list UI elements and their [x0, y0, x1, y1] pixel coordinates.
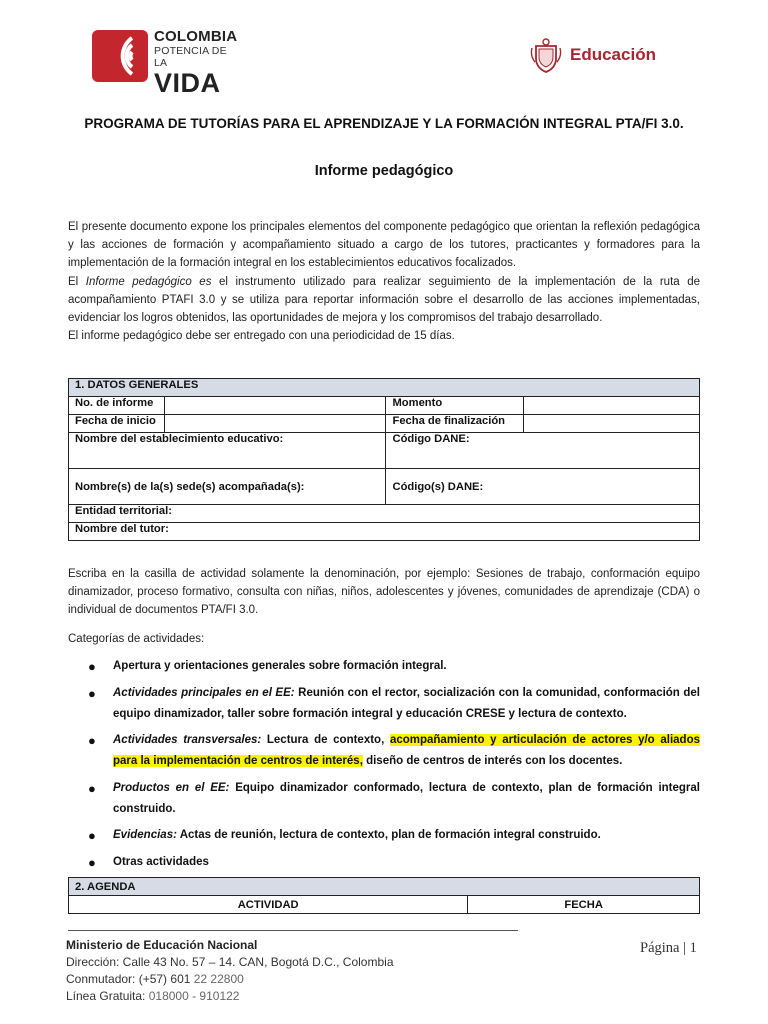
colombia-logo-icon [92, 30, 148, 82]
colombia-potencia-logo [92, 28, 242, 98]
fecha-inicio-field[interactable] [164, 415, 386, 433]
datos-generales-table [68, 378, 700, 541]
bullet-icon: ● [88, 828, 96, 843]
category-item [68, 683, 700, 725]
document-subtitle: Informe pedagógico [314, 163, 454, 179]
category-4-text: Equipo dinamizador conformado, lectura de contexto, plan de formación integral construido. [113, 781, 700, 815]
footer-free-value: 018000 - 910122 [145, 989, 240, 1003]
bullet-icon: ● [88, 780, 96, 796]
agenda-col-fecha: FECHA [468, 896, 700, 914]
nombre-tutor-field[interactable]: Nombre del tutor: [69, 523, 700, 541]
footer-free-line [66, 988, 394, 1005]
fecha-inicio-label: Fecha de inicio [69, 415, 165, 433]
codigo-dane-field[interactable]: Código DANE: [386, 433, 700, 469]
momento-label: Momento [386, 397, 524, 415]
category-item [68, 852, 700, 873]
category-3-label: Actividades transversales: [113, 734, 262, 746]
footer-phone-prefix: (+57) 601 [135, 972, 194, 986]
category-item [68, 730, 700, 772]
entidad-territorial-field[interactable]: Entidad territorial: [69, 505, 700, 523]
intro-paragraph-1: El presente documento expone los principales elementos del componente pedagógico que orientan la reflexión pedagógica y las acciones de formación y acompañamiento situado a cargo de los tutores, practicantes y formadores para la implementación de la formación integral en los establecimientos educativos focalizados. [68, 221, 700, 270]
intro-p2-text: el instrumento utilizado para realizar seguimiento de la implementación de la ruta de acompañamiento PTAFI 3.0 y se utiliza para reportar información sobre el desarrollo de las acciones implementadas, evidenciar los logros obtenidos, las oportunidades de mejora y los compromisos del trabajo desarrollado. [68, 275, 700, 325]
footer-org: Ministerio de Educación Nacional [66, 938, 258, 952]
category-5-text: Actas de reunión, lectura de contexto, plan de formación integral construido. [176, 829, 601, 841]
category-3-highlight: acompañamiento y articulación de actores y/o aliados para la implementación de centros de interés, [113, 734, 700, 767]
logo-line-2: POTENCIA DE LA [154, 45, 227, 69]
page-footer [66, 937, 394, 1005]
establecimiento-field[interactable]: Nombre del establecimiento educativo: [69, 433, 386, 469]
agenda-table [68, 877, 700, 914]
footer-phone-value: 22 22800 [193, 972, 244, 986]
intro-p2-prefix: El [68, 275, 86, 288]
footer-free-label: Línea Gratuita: [66, 989, 146, 1003]
footer-phone-label: Conmutador: [66, 972, 136, 986]
sedes-field[interactable]: Nombre(s) de la(s) sede(s) acompañada(s): [69, 469, 386, 505]
no-informe-field[interactable] [164, 397, 386, 415]
educacion-logo-text: Educación [570, 45, 656, 64]
category-6-text: Otras actividades [113, 855, 209, 868]
activity-instructions: Escriba en la casilla de actividad solamente la denominación, por ejemplo: Sesiones de trabajo, conformación equipo dinamizador, proceso formativo, consulta con niñas, niños, adolescentes y jóvenes, comunidades de aprendizaje (CDA) o individual de documentos PTA/FI 3.0. [68, 568, 700, 617]
category-3-text: diseño de centros de interés con los docentes. [362, 755, 623, 767]
no-informe-label: No. de informe [69, 397, 165, 415]
bullet-icon: ● [88, 733, 96, 748]
introduction [68, 218, 700, 345]
coat-of-arms-icon [530, 38, 562, 74]
codigos-dane-field[interactable]: Código(s) DANE: [386, 469, 700, 505]
bullet-icon: ● [88, 659, 96, 674]
categories-label: Categorías de actividades: [68, 633, 205, 645]
category-2-label: Actividades principales en el EE: [113, 686, 295, 699]
bullet-icon: ● [88, 685, 96, 701]
category-5-label: Evidencias: [113, 829, 177, 841]
logo-line-3: VIDA [154, 68, 221, 98]
category-item [68, 825, 700, 846]
fecha-fin-field[interactable] [524, 415, 700, 433]
category-item [68, 778, 700, 820]
intro-paragraph-2 [68, 273, 700, 328]
category-item [68, 656, 700, 677]
intro-paragraph-3: El informe pedagógico debe ser entregado con una periodicidad de 15 días. [68, 330, 455, 343]
categories-list [68, 656, 700, 878]
intro-p2-italic: Informe pedagógico es [85, 275, 212, 288]
fecha-fin-label: Fecha de finalización [386, 415, 524, 433]
category-3-prefix: Lectura de contexto, [261, 734, 390, 746]
agenda-header: 2. AGENDA [69, 878, 700, 896]
logo-line-1: COLOMBIA [154, 28, 238, 45]
category-4-label: Productos en el EE: [113, 781, 230, 794]
momento-field[interactable] [524, 397, 700, 415]
datos-generales-header: 1. DATOS GENERALES [69, 379, 700, 397]
category-1-text: Apertura y orientaciones generales sobre formación integral. [113, 660, 447, 672]
page-number: Página | 1 [640, 940, 697, 956]
category-2-text: Reunión con el rector, socialización con la comunidad, conformación del equipo dinamizador, taller sobre formación integral y educación CRESE y lectura de contexto. [113, 686, 700, 720]
footer-address: Dirección: Calle 43 No. 57 – 14. CAN, Bogotá D.C., Colombia [66, 955, 394, 969]
bullet-icon: ● [88, 854, 96, 870]
footer-divider [68, 930, 518, 931]
colombia-logo-text [154, 28, 242, 97]
document-title: PROGRAMA DE TUTORÍAS PARA EL APRENDIZAJE Y LA FORMACIÓN INTEGRAL PTA/FI 3.0. [84, 116, 684, 131]
footer-phone [66, 971, 394, 988]
page-header [0, 0, 768, 100]
agenda-col-actividad: ACTIVIDAD [69, 896, 468, 914]
